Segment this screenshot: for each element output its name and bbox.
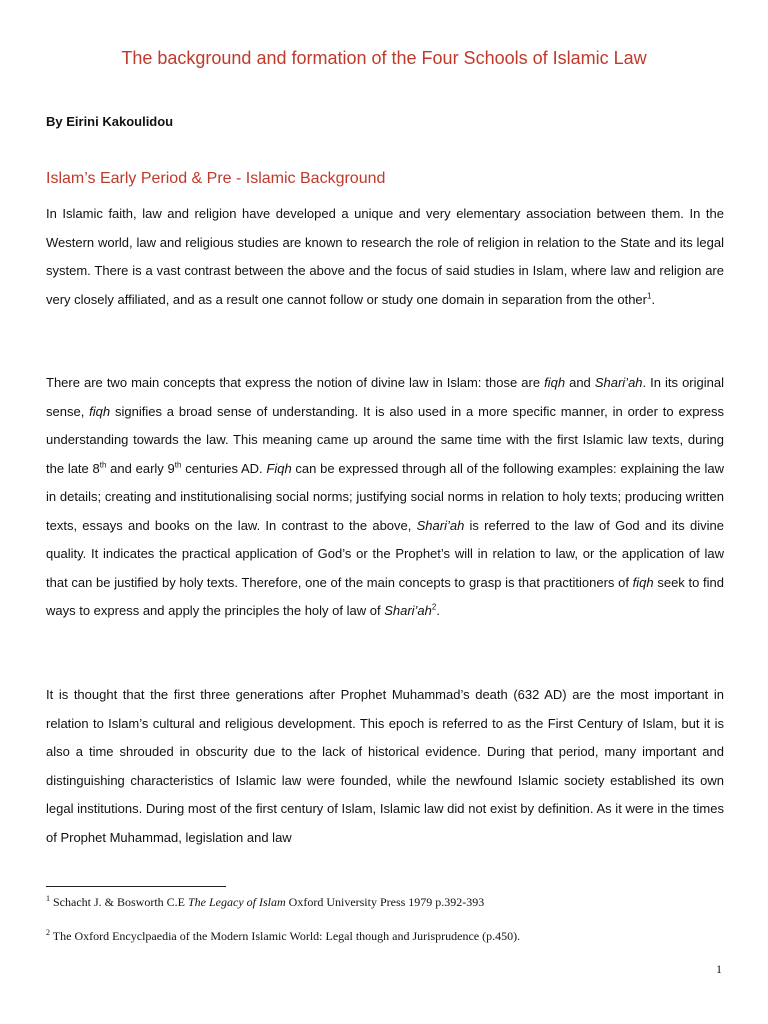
term-shariah: Shari’ah — [384, 603, 432, 618]
footnote-divider — [46, 886, 226, 887]
document-title: The background and formation of the Four Schools of Islamic Law — [121, 48, 647, 68]
footnote-number: 1 — [46, 894, 50, 903]
text-segment: and early 9 — [106, 460, 175, 476]
footnote-book-title: The Legacy of Islam — [188, 895, 286, 909]
footnote-text: The Oxford Encyclpaedia of the Modern Islamic World: Legal though and Jurisprudence (p.450). — [50, 929, 521, 943]
text-segment: seek to find ways to express and apply the principles the holy of law of — [46, 574, 724, 618]
footnote-number: 2 — [46, 928, 50, 937]
term-shariah: Shari’ah — [594, 375, 643, 390]
footnote-1 — [46, 895, 484, 910]
term-fiqh: fiqh — [89, 403, 111, 419]
text-segment: . In its original sense, — [46, 375, 724, 419]
ordinal-suffix: th — [99, 460, 107, 470]
ordinal-suffix: th — [174, 460, 182, 470]
text-segment: and — [565, 375, 595, 390]
author-line: By Eirini Kakoulidou — [46, 114, 174, 129]
term-shariah: Shari’ah — [416, 517, 465, 533]
page-number: 1 — [716, 962, 722, 976]
term-fiqh: fiqh — [632, 574, 654, 590]
footnote-text: Schacht J. & Bosworth C.E — [50, 895, 188, 909]
text-segment: is referred to the law of God and its divine quality. It indicates the practical application of God’s or the Prophet’s will in relation to law, or the application of law that can be justified by holy texts. Therefore, one of the main concepts to grasp is that practitioners of — [46, 517, 724, 590]
footnote-text: Oxford University Press 1979 p.392-393 — [285, 895, 485, 909]
text-segment: centuries AD. — [181, 460, 267, 476]
paragraph-1-text: In Islamic faith, law and religion have developed a unique and very elementary association between them. In the Western world, law and religious studies are known to research the role of religion in relation to the State and its legal system. There is a vast contrast between the above and the focus of said studies in Islam, where law and religion are very closely affiliated, and as a result one cannot follow or study one domain in separation from the other — [46, 206, 724, 307]
paragraph-1 — [46, 200, 724, 314]
footnote-ref-1[interactable]: 1 — [647, 291, 652, 301]
paragraph-3: It is thought that the first three generations after Prophet Muhammad’s death (632 AD) are the most important in relation to Islam’s cultural and religious development. This epoch is referred to as the First Century of Islam, but it is also a time shrouded in obscurity due to the lack of historical evidence. During that period, many important and distinguishing characteristics of Islamic law were founded, while the newfound Islamic society established its own legal institutions. During most of the first century of Islam, Islamic law did not exist by definition. As it were in the times of Prophet Muhammad, legislation and law — [46, 687, 724, 845]
footnote-ref-2[interactable]: 2 — [431, 602, 437, 612]
text-segment: can be expressed through all of the following examples: explaining the law in details; creating and institutionalising social norms; justifying social norms in relation to holy texts; producing written texts, essays and books on the law. In contrast to the above, — [46, 460, 724, 533]
text-segment: There are two main concepts that express the notion of divine law in Islam: those are — [46, 375, 545, 390]
footnote-2 — [46, 929, 520, 944]
text-segment: signifies a broad sense of understanding. It is also used in a more specific manner, in order to express understanding towards the law. This meaning came up around the same time with the first Islamic law texts, during the late 8 — [46, 403, 724, 476]
paragraph-2 — [46, 369, 724, 626]
term-fiqh: Fiqh — [266, 460, 292, 476]
paragraph-1-end: . — [651, 291, 656, 307]
term-fiqh: fiqh — [544, 375, 566, 390]
text-segment: . — [436, 603, 440, 618]
section-heading: Islam’s Early Period & Pre - Islamic Background — [46, 170, 386, 187]
